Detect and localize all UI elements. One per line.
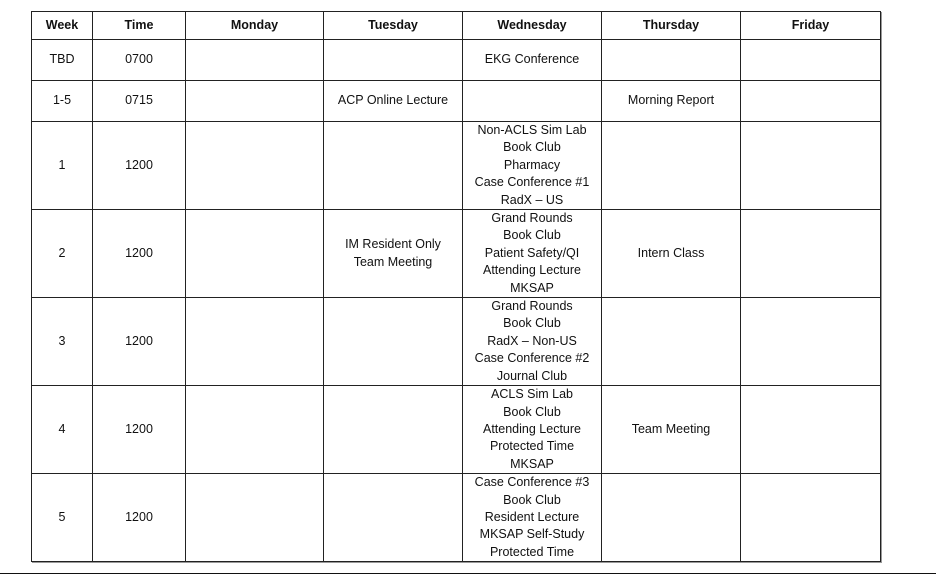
event-item: MKSAP [510, 456, 554, 471]
week-cell: 5 [32, 474, 93, 562]
header-row [32, 12, 881, 40]
table-row [32, 210, 881, 298]
event-item: Morning Report [627, 93, 715, 108]
week-cell: 1-5 [32, 81, 93, 122]
tuesday-cell [324, 81, 463, 122]
event-item: Non-ACLS Sim Lab [477, 123, 587, 137]
weekly-schedule-table [31, 11, 881, 562]
table-row [32, 81, 881, 122]
schedule-body [32, 40, 881, 562]
week-cell: 4 [32, 386, 93, 474]
monday-cell [186, 210, 324, 298]
event-item: Case Conference #3 [474, 475, 590, 490]
event-item: Protected Time [489, 544, 575, 559]
monday-cell [186, 474, 324, 562]
table-row [32, 122, 881, 210]
friday-cell [741, 40, 881, 81]
header-friday: Friday [741, 12, 881, 40]
event-item: Case Conference #2 [474, 351, 590, 366]
event-item: MKSAP [510, 280, 554, 295]
event-item: Grand Rounds [491, 299, 573, 314]
time-cell: 1200 [93, 474, 186, 562]
tuesday-cell [324, 40, 463, 81]
monday-cell [186, 298, 324, 386]
monday-cell [186, 81, 324, 122]
tuesday-cell [324, 474, 463, 562]
thursday-cell [602, 386, 741, 474]
event-item: Book Club [503, 140, 561, 155]
table-row [32, 474, 881, 562]
header-thursday: Thursday [602, 12, 741, 40]
thursday-cell [602, 81, 741, 122]
event-item: ACP Online Lecture [337, 93, 449, 108]
thursday-cell [602, 40, 741, 81]
friday-cell [741, 210, 881, 298]
event-item: Patient Safety/QI [484, 245, 580, 260]
tuesday-cell [324, 386, 463, 474]
event-item: Case Conference #1 [474, 175, 590, 190]
wednesday-cell [463, 40, 602, 81]
event-item: Attending Lecture [483, 421, 581, 436]
week-cell: 2 [32, 210, 93, 298]
wednesday-cell [463, 81, 602, 122]
event-item: Team Meeting [353, 254, 433, 269]
page-bottom-divider [0, 573, 936, 574]
week-cell: TBD [32, 40, 93, 81]
header-tuesday: Tuesday [324, 12, 463, 40]
friday-cell [741, 474, 881, 562]
header-wednesday: Wednesday [463, 12, 602, 40]
event-item: Book Club [503, 492, 561, 507]
event-item: EKG Conference [484, 52, 580, 67]
week-cell: 1 [32, 122, 93, 210]
time-cell: 1200 [93, 210, 186, 298]
event-item: ACLS Sim Lab [491, 387, 573, 402]
wednesday-cell [463, 122, 602, 210]
event-item: Resident Lecture [484, 509, 580, 524]
event-item: IM Resident Only [345, 237, 441, 252]
monday-cell [186, 40, 324, 81]
friday-cell [741, 298, 881, 386]
header-week: Week [32, 12, 93, 40]
event-item: Book Club [503, 404, 561, 419]
wednesday-cell [463, 298, 602, 386]
time-cell: 1200 [93, 386, 186, 474]
friday-cell [741, 122, 881, 210]
event-item: Journal Club [496, 368, 568, 383]
tuesday-cell [324, 298, 463, 386]
table-row [32, 386, 881, 474]
tuesday-cell [324, 210, 463, 298]
monday-cell [186, 386, 324, 474]
thursday-cell [602, 210, 741, 298]
event-item: MKSAP Self-Study [479, 527, 585, 542]
event-item: Pharmacy [503, 157, 561, 172]
header-time: Time [93, 12, 186, 40]
thursday-cell [602, 474, 741, 562]
wednesday-cell [463, 210, 602, 298]
event-item: Book Club [503, 316, 561, 331]
event-item: Book Club [503, 228, 561, 243]
friday-cell [741, 81, 881, 122]
event-item: Protected Time [489, 439, 575, 454]
time-cell: 1200 [93, 122, 186, 210]
event-item: Team Meeting [631, 421, 711, 436]
monday-cell [186, 122, 324, 210]
wednesday-cell [463, 386, 602, 474]
event-item: Grand Rounds [491, 211, 573, 226]
table-row [32, 298, 881, 386]
thursday-cell [602, 122, 741, 210]
header-monday: Monday [186, 12, 324, 40]
time-cell: 0700 [93, 40, 186, 81]
event-item: Intern Class [637, 245, 705, 260]
table-row [32, 40, 881, 81]
time-cell: 0715 [93, 81, 186, 122]
tuesday-cell [324, 122, 463, 210]
event-item: RadX – Non-US [487, 333, 577, 348]
thursday-cell [602, 298, 741, 386]
friday-cell [741, 386, 881, 474]
week-cell: 3 [32, 298, 93, 386]
time-cell: 1200 [93, 298, 186, 386]
event-item: Attending Lecture [483, 263, 581, 278]
event-item: RadX – US [500, 192, 564, 207]
wednesday-cell [463, 474, 602, 562]
